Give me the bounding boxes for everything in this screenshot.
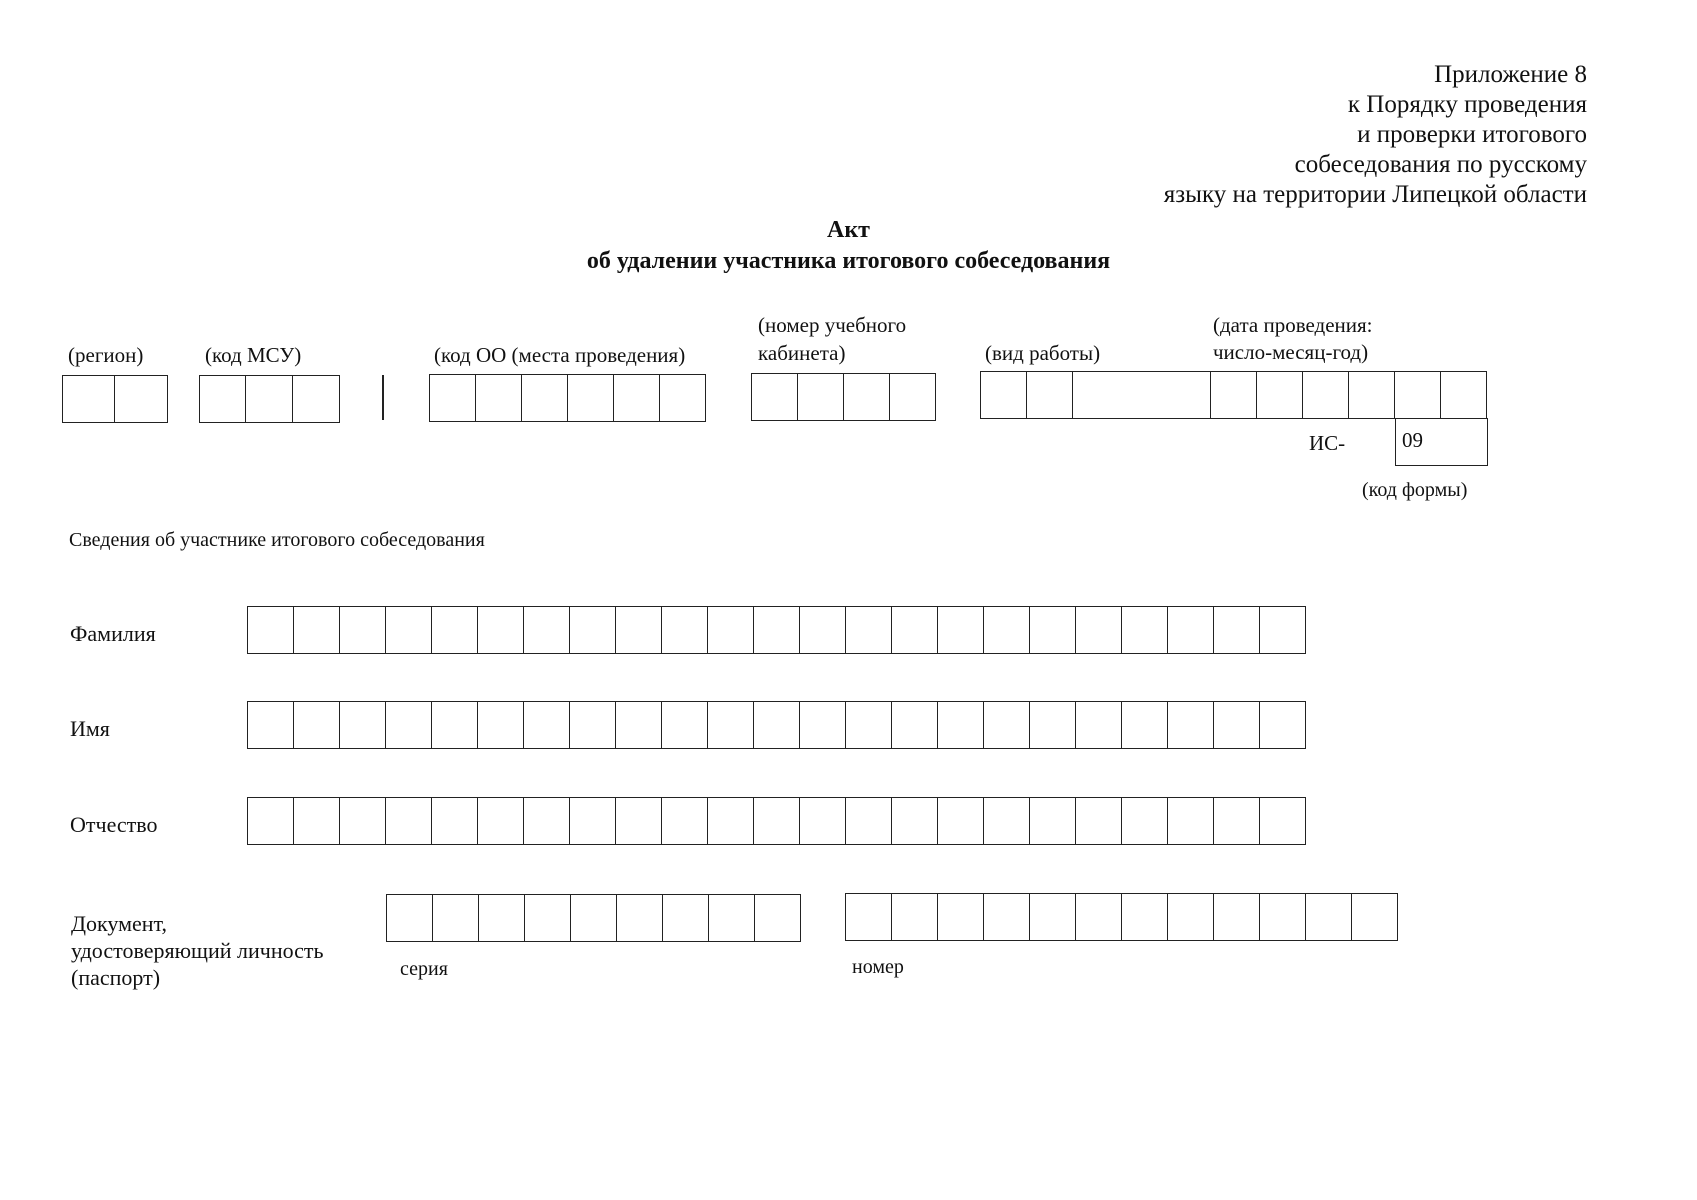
series-box[interactable] <box>525 894 571 942</box>
patronymic-box[interactable] <box>1214 797 1260 845</box>
surname-box[interactable] <box>386 606 432 654</box>
work-type-wide-box[interactable] <box>1073 371 1211 419</box>
name-box[interactable] <box>846 701 892 749</box>
room-box[interactable] <box>844 373 890 421</box>
msu-box[interactable] <box>199 375 246 423</box>
patronymic-box[interactable] <box>754 797 800 845</box>
region-label: (регион) <box>68 343 144 367</box>
patronymic-box[interactable] <box>478 797 524 845</box>
surname-box[interactable] <box>1260 606 1306 654</box>
oo-box[interactable] <box>476 374 522 422</box>
name-box[interactable] <box>1030 701 1076 749</box>
series-box[interactable] <box>386 894 433 942</box>
name-box[interactable] <box>800 701 846 749</box>
number-box[interactable] <box>1214 893 1260 941</box>
patronymic-box[interactable] <box>708 797 754 845</box>
form-code-label: (код формы) <box>1362 479 1468 501</box>
date-box[interactable] <box>1211 371 1257 419</box>
oo-box[interactable] <box>568 374 614 422</box>
surname-box[interactable] <box>616 606 662 654</box>
work-type-box[interactable] <box>980 371 1027 419</box>
divider-line <box>382 375 384 420</box>
work-type-label: (вид работы) <box>985 341 1101 365</box>
form-code-prefix: ИС- <box>1309 431 1346 455</box>
series-box[interactable] <box>709 894 755 942</box>
oo-box[interactable] <box>660 374 706 422</box>
patronymic-box[interactable] <box>570 797 616 845</box>
surname-box[interactable] <box>1168 606 1214 654</box>
series-box[interactable] <box>663 894 709 942</box>
patronymic-box[interactable] <box>846 797 892 845</box>
name-box[interactable] <box>938 701 984 749</box>
number-box[interactable] <box>938 893 984 941</box>
surname-box[interactable] <box>662 606 708 654</box>
room-label-line1: (номер учебного <box>758 313 907 337</box>
document-label-line3: (паспорт) <box>71 965 161 990</box>
number-box[interactable] <box>892 893 938 941</box>
surname-box[interactable] <box>800 606 846 654</box>
surname-box[interactable] <box>432 606 478 654</box>
name-box[interactable] <box>524 701 570 749</box>
date-box[interactable] <box>1441 371 1487 419</box>
surname-box[interactable] <box>846 606 892 654</box>
number-box[interactable] <box>1352 893 1398 941</box>
form-code-box: 09 <box>1395 418 1488 466</box>
work-date-boxes <box>980 371 1487 419</box>
surname-box[interactable] <box>1122 606 1168 654</box>
appendix-line: и проверки итогового <box>1357 121 1587 148</box>
surname-box[interactable] <box>754 606 800 654</box>
number-box[interactable] <box>984 893 1030 941</box>
surname-boxes <box>247 606 1306 654</box>
msu-box[interactable] <box>293 375 340 423</box>
surname-box[interactable] <box>570 606 616 654</box>
number-box[interactable] <box>1076 893 1122 941</box>
patronymic-box[interactable] <box>1260 797 1306 845</box>
series-box[interactable] <box>479 894 525 942</box>
name-box[interactable] <box>294 701 340 749</box>
appendix-block <box>987 60 1587 210</box>
room-label-line2: кабинета) <box>758 341 846 365</box>
patronymic-box[interactable] <box>1030 797 1076 845</box>
series-box[interactable] <box>755 894 801 942</box>
name-box[interactable] <box>616 701 662 749</box>
patronymic-box[interactable] <box>984 797 1030 845</box>
document-label-line2: удостоверяющий личность <box>71 938 324 963</box>
patronymic-box[interactable] <box>892 797 938 845</box>
number-box[interactable] <box>1122 893 1168 941</box>
series-label: серия <box>400 958 448 980</box>
surname-box[interactable] <box>1030 606 1076 654</box>
series-boxes <box>386 894 801 942</box>
date-box[interactable] <box>1257 371 1303 419</box>
msu-label: (код МСУ) <box>205 343 302 367</box>
date-box[interactable] <box>1303 371 1349 419</box>
name-box[interactable] <box>1076 701 1122 749</box>
series-box[interactable] <box>433 894 479 942</box>
msu-box[interactable] <box>246 375 293 423</box>
surname-box[interactable] <box>340 606 386 654</box>
name-box[interactable] <box>247 701 294 749</box>
page-subtitle: об удалении участника итогового собеседования <box>586 248 1111 274</box>
name-box[interactable] <box>478 701 524 749</box>
room-boxes <box>751 373 936 421</box>
number-boxes <box>845 893 1398 941</box>
patronymic-label: Отчество <box>70 812 158 837</box>
date-box[interactable] <box>1395 371 1441 419</box>
series-box[interactable] <box>571 894 617 942</box>
patronymic-box[interactable] <box>247 797 294 845</box>
name-box[interactable] <box>570 701 616 749</box>
name-label: Имя <box>70 716 110 741</box>
oo-boxes <box>429 374 706 422</box>
document-label-line1: Документ, <box>71 911 168 936</box>
name-box[interactable] <box>892 701 938 749</box>
number-box[interactable] <box>1168 893 1214 941</box>
surname-box[interactable] <box>294 606 340 654</box>
date-label-line1: (дата проведения: <box>1213 313 1373 337</box>
room-box[interactable] <box>798 373 844 421</box>
surname-box[interactable] <box>524 606 570 654</box>
form-code-boxes <box>1395 418 1488 466</box>
date-label-line2: число-месяц-год) <box>1213 340 1369 364</box>
series-box[interactable] <box>617 894 663 942</box>
surname-box[interactable] <box>1214 606 1260 654</box>
patronymic-boxes <box>247 797 1306 845</box>
oo-box[interactable] <box>614 374 660 422</box>
patronymic-box[interactable] <box>432 797 478 845</box>
surname-box[interactable] <box>478 606 524 654</box>
work-type-box[interactable] <box>1027 371 1073 419</box>
patronymic-box[interactable] <box>340 797 386 845</box>
surname-box[interactable] <box>1076 606 1122 654</box>
appendix-line: к Порядку проведения <box>1347 91 1587 118</box>
appendix-line: Приложение 8 <box>1434 61 1587 88</box>
oo-box[interactable] <box>522 374 568 422</box>
number-box[interactable] <box>845 893 892 941</box>
patronymic-box[interactable] <box>800 797 846 845</box>
region-box[interactable] <box>115 375 168 423</box>
msu-boxes <box>199 375 340 423</box>
name-box[interactable] <box>386 701 432 749</box>
patronymic-box[interactable] <box>294 797 340 845</box>
number-box[interactable] <box>1030 893 1076 941</box>
name-box[interactable] <box>340 701 386 749</box>
number-label: номер <box>852 956 904 978</box>
name-box[interactable] <box>984 701 1030 749</box>
surname-box[interactable] <box>984 606 1030 654</box>
number-box[interactable] <box>1306 893 1352 941</box>
patronymic-box[interactable] <box>1168 797 1214 845</box>
name-boxes <box>247 701 1306 749</box>
surname-label: Фамилия <box>70 621 156 646</box>
name-box[interactable] <box>1260 701 1306 749</box>
number-box[interactable] <box>1260 893 1306 941</box>
patronymic-box[interactable] <box>1122 797 1168 845</box>
name-box[interactable] <box>1214 701 1260 749</box>
name-box[interactable] <box>662 701 708 749</box>
patronymic-box[interactable] <box>616 797 662 845</box>
patronymic-box[interactable] <box>662 797 708 845</box>
date-box[interactable] <box>1349 371 1395 419</box>
surname-box[interactable] <box>247 606 294 654</box>
oo-box[interactable] <box>429 374 476 422</box>
room-box[interactable] <box>890 373 936 421</box>
appendix-line: собеседования по русскому <box>1294 151 1587 178</box>
surname-box[interactable] <box>708 606 754 654</box>
name-box[interactable] <box>432 701 478 749</box>
patronymic-box[interactable] <box>1076 797 1122 845</box>
page-title: Акт <box>827 217 870 243</box>
room-box[interactable] <box>751 373 798 421</box>
section-title: Сведения об участнике итогового собеседования <box>69 529 485 551</box>
patronymic-box[interactable] <box>386 797 432 845</box>
region-boxes <box>62 375 168 423</box>
surname-box[interactable] <box>938 606 984 654</box>
patronymic-box[interactable] <box>524 797 570 845</box>
name-box[interactable] <box>754 701 800 749</box>
name-box[interactable] <box>1168 701 1214 749</box>
surname-box[interactable] <box>892 606 938 654</box>
patronymic-box[interactable] <box>938 797 984 845</box>
name-box[interactable] <box>1122 701 1168 749</box>
region-box[interactable] <box>62 375 115 423</box>
appendix-line: языку на территории Липецкой области <box>1163 181 1587 208</box>
oo-label: (код ОО (места проведения) <box>434 343 686 367</box>
name-box[interactable] <box>708 701 754 749</box>
